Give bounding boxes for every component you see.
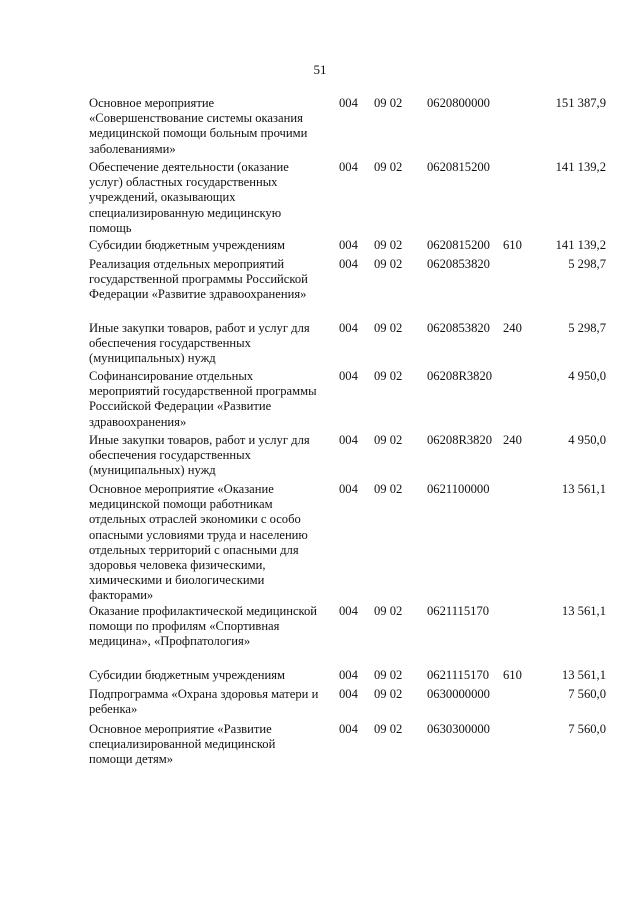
row-sum: 5 298,7 xyxy=(568,257,606,271)
row-ved: 004 xyxy=(339,321,358,335)
row-target-item: 0620815200 xyxy=(427,238,490,252)
row-ved: 004 xyxy=(339,687,358,701)
row-ved: 004 xyxy=(339,160,358,174)
row-ved: 004 xyxy=(339,369,358,383)
row-target-item: 0620853820 xyxy=(427,257,490,271)
row-target-item: 06208R3820 xyxy=(427,369,493,383)
row-section: 09 02 xyxy=(374,96,403,110)
row-ved: 004 xyxy=(339,96,358,110)
row-sum: 4 950,0 xyxy=(568,369,606,383)
row-sum: 141 139,2 xyxy=(555,238,606,252)
row-sum: 13 561,1 xyxy=(561,668,606,682)
row-section: 09 02 xyxy=(374,433,403,447)
row-section: 09 02 xyxy=(374,668,403,682)
page-number: 51 xyxy=(313,62,327,77)
row-section: 09 02 xyxy=(374,160,403,174)
row-sum: 13 561,1 xyxy=(561,482,606,496)
row-target-item: 0621115170 xyxy=(427,668,490,682)
row-section: 09 02 xyxy=(374,321,403,335)
row-target-item: 0620800000 xyxy=(427,96,490,110)
row-target-item: 0620853820 xyxy=(427,321,490,335)
row-target-item: 0620815200 xyxy=(427,160,490,174)
row-target-item: 0630000000 xyxy=(427,687,490,701)
row-name: Подпрограмма «Охрана здоровья матери и ребенка» xyxy=(89,687,319,717)
row-name: Иные закупки товаров, работ и услуг для обеспечения государственных (муниципальных) нужд xyxy=(89,433,310,478)
row-sum: 7 560,0 xyxy=(568,687,606,701)
row-ved: 004 xyxy=(339,482,358,496)
row-section: 09 02 xyxy=(374,257,403,271)
row-name: Софинансирование отдельных мероприятий государственной программы Российской Федерации «Развитие здравоохранения» xyxy=(89,369,317,429)
row-expense-type: 240 xyxy=(503,321,522,335)
row-ved: 004 xyxy=(339,433,358,447)
row-section: 09 02 xyxy=(374,238,403,252)
row-expense-type: 610 xyxy=(503,238,522,252)
row-ved: 004 xyxy=(339,722,358,736)
row-sum: 4 950,0 xyxy=(568,433,606,447)
row-ved: 004 xyxy=(339,238,358,252)
row-name: Основное мероприятие «Оказание медицинской помощи работникам отдельных отраслей экономики с особо опасными условиями труда и населению отдельных территорий с опасными для здоровья человека физическими, химическими и биологическими факторами» xyxy=(89,482,308,603)
row-expense-type: 240 xyxy=(503,433,522,447)
row-name: Обеспечение деятельности (оказание услуг) областных государственных учреждений, оказывающих специализированную медицинскую помощь xyxy=(89,160,289,235)
row-name: Реализация отдельных мероприятий государственной программы Российской Федерации «Развитие здравоохранения» xyxy=(89,257,308,302)
row-name: Оказание профилактической медицинской помощи по профилям «Спортивная медицина», «Профпатология» xyxy=(89,604,318,649)
row-target-item: 0621100000 xyxy=(427,482,490,496)
row-target-item: 06208R3820 xyxy=(427,433,493,447)
row-name: Иные закупки товаров, работ и услуг для обеспечения государственных (муниципальных) нужд xyxy=(89,321,310,366)
row-sum: 151 387,9 xyxy=(555,96,606,110)
row-sum: 141 139,2 xyxy=(555,160,606,174)
row-name: Субсидии бюджетным учреждениям xyxy=(89,668,285,682)
row-section: 09 02 xyxy=(374,482,403,496)
row-sum: 13 561,1 xyxy=(561,604,606,618)
row-ved: 004 xyxy=(339,257,358,271)
row-ved: 004 xyxy=(339,604,358,618)
row-expense-type: 610 xyxy=(503,668,522,682)
row-sum: 7 560,0 xyxy=(568,722,606,736)
row-name: Основное мероприятие «Совершенствование системы оказания медицинской помощи больным прочими заболеваниями» xyxy=(89,96,308,156)
row-section: 09 02 xyxy=(374,604,403,618)
row-name: Основное мероприятие «Развитие специализированной медицинской помощи детям» xyxy=(89,722,276,767)
row-target-item: 0630300000 xyxy=(427,722,490,736)
row-section: 09 02 xyxy=(374,722,403,736)
row-target-item: 0621115170 xyxy=(427,604,490,618)
row-ved: 004 xyxy=(339,668,358,682)
row-sum: 5 298,7 xyxy=(568,321,606,335)
row-section: 09 02 xyxy=(374,687,403,701)
row-name: Субсидии бюджетным учреждениям xyxy=(89,238,285,252)
row-section: 09 02 xyxy=(374,369,403,383)
